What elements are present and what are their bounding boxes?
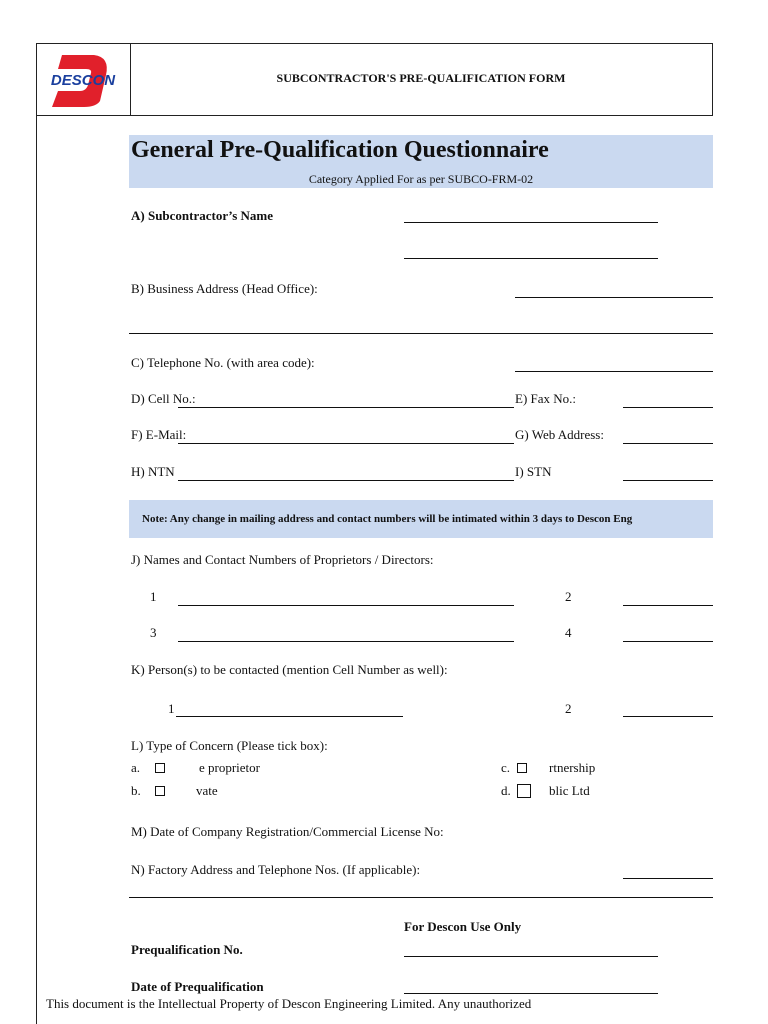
proprietor-number-1: 1 [150,589,157,604]
checkbox-sole-proprietor[interactable] [155,763,165,773]
proprietors-label: J) Names and Contact Numbers of Proprietors / Directors: [131,552,434,567]
contacts-label: K) Person(s) to be contacted (mention Cell Number as well): [131,662,448,677]
ntn-field[interactable] [178,480,514,481]
subcontractor-name-field[interactable] [404,222,658,223]
footer-disclaimer: This document is the Intellectual Property of Descon Engineering Limited. Any unauthorized [46,996,532,1011]
proprietor-field-3[interactable] [178,641,514,642]
proprietor-number-3: 3 [150,625,157,640]
stn-label: I) STN [515,464,552,479]
page-title: General Pre-Qualification Questionnaire [131,137,549,163]
prequalification-number-field[interactable] [404,956,658,957]
contact-field-2[interactable] [623,716,713,717]
left-border [36,116,37,1024]
proprietor-field-1[interactable] [178,605,514,606]
proprietor-field-4[interactable] [623,641,713,642]
descon-use-heading: For Descon Use Only [404,919,522,934]
subcontractor-name-label: A) Subcontractor’s Name [131,208,274,223]
stn-field[interactable] [623,480,713,481]
category-subtitle: Category Applied For as per SUBCO-FRM-02 [308,172,534,186]
title-banner [129,135,713,188]
business-address-label: B) Business Address (Head Office): [131,281,318,296]
cell-label: D) Cell No.: [131,391,196,406]
email-field[interactable] [178,443,514,444]
form-header [36,43,713,116]
concern-option-letter-d: d. [501,783,511,798]
fax-field[interactable] [623,407,713,408]
note-text: Note: Any change in mailing address and contact numbers will be intimated within 3 days to Descon Eng [142,513,633,525]
web-address-field[interactable] [623,443,713,444]
form-title: SUBCONTRACTOR'S PRE-QUALIFICATION FORM [276,71,566,85]
descon-logo [44,51,122,109]
prequalification-date-field[interactable] [404,993,658,994]
web-address-label: G) Web Address: [515,427,604,442]
ntn-label: H) NTN [131,464,175,479]
concern-option-letter-b: b. [131,783,141,798]
proprietor-number-2: 2 [565,589,572,604]
checkbox-public-ltd[interactable] [517,784,531,798]
note-band [129,500,713,538]
factory-field[interactable] [623,878,713,879]
proprietor-field-2[interactable] [623,605,713,606]
concern-option-text-d: blic Ltd [549,783,590,798]
concern-option-letter-a: a. [131,760,141,775]
proprietor-number-4: 4 [565,625,572,640]
prequalification-date-label: Date of Prequalification [131,979,264,994]
contact-number-2: 2 [565,701,572,716]
prequalification-number-label: Prequalification No. [131,942,243,957]
concern-label: L) Type of Concern (Please tick box): [131,738,328,753]
factory-label: N) Factory Address and Telephone Nos. (If applicable): [131,862,421,877]
registration-label: M) Date of Company Registration/Commercial License No: [131,824,444,839]
fax-label: E) Fax No.: [515,391,577,406]
telephone-field[interactable] [515,371,713,372]
cell-field[interactable] [178,407,514,408]
checkbox-partnership[interactable] [517,763,527,773]
svg-text:DESCON: DESCON [50,72,116,89]
checkbox-private[interactable] [155,786,165,796]
contact-field-1[interactable] [176,716,403,717]
email-label: F) E-Mail: [131,427,187,442]
concern-option-text-a: e proprietor [199,760,261,775]
concern-option-letter-c: c. [501,760,511,775]
factory-field-2[interactable] [129,897,713,898]
telephone-label: C) Telephone No. (with area code): [131,355,315,370]
contact-number-1: 1 [168,701,175,716]
business-address-field[interactable] [515,297,713,298]
concern-option-text-b: vate [196,783,218,798]
concern-option-text-c: rtnership [549,760,596,775]
business-address-field-2[interactable] [129,333,713,334]
subcontractor-name-field-2[interactable] [404,258,658,259]
